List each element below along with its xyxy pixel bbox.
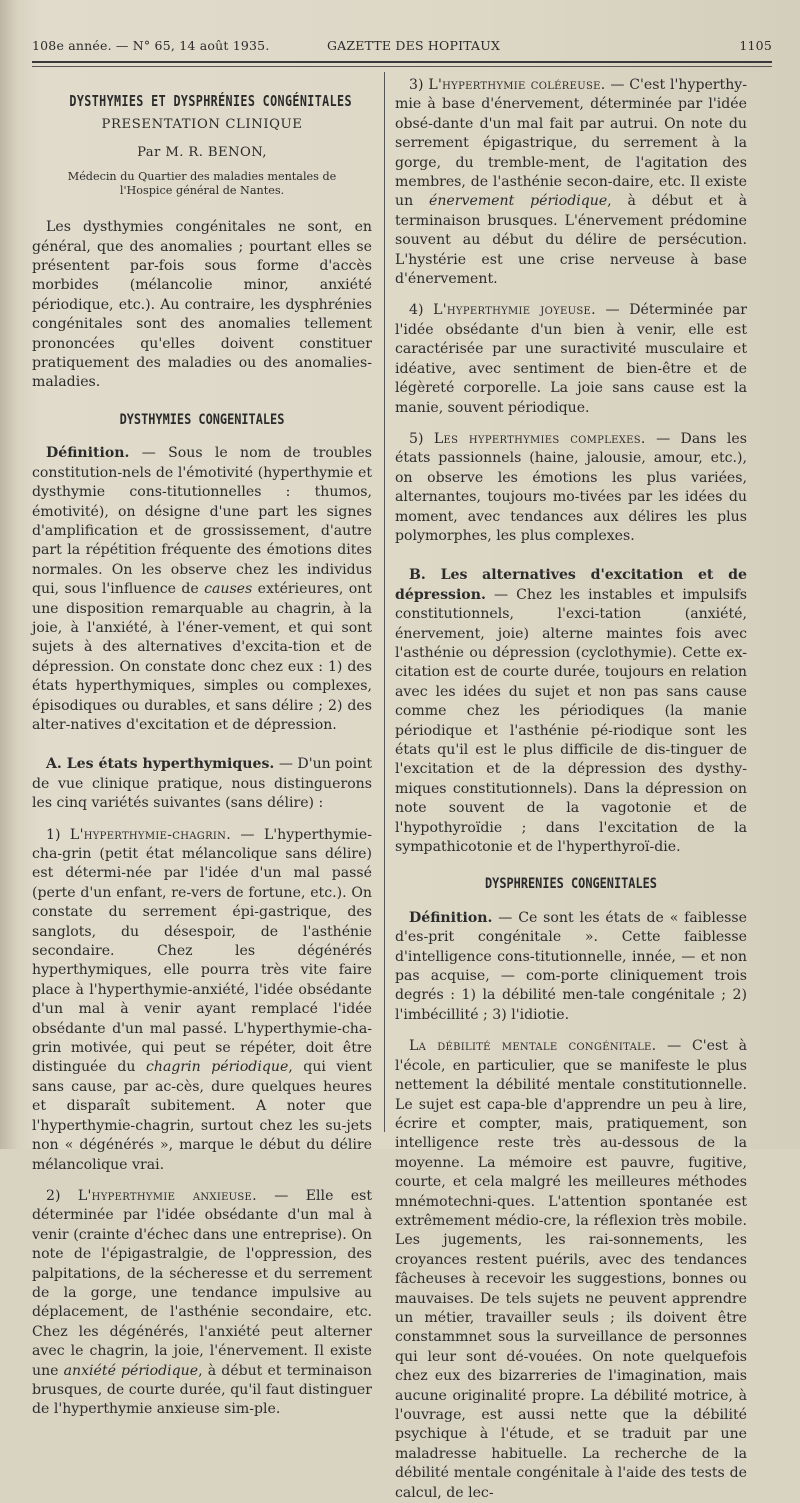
- section-heading-dysphrenies: DYSPHRENIES CONGENITALES: [485, 876, 657, 893]
- debilite-label: La débilité mentale congénitale.: [409, 1038, 657, 1055]
- section-a-label: A. Les états hyperthymiques.: [46, 756, 275, 773]
- item-5-paragraph: 5) Les hyperthymies complexes. — Dans les états passionnels (haine, jalousie, amour, etc.), on observe les émotions les plus variées, alternantes, toujours mo-tivées par les idées du moment, avec tendances aux délires les plus polymorphes, les plus complexes.: [395, 430, 747, 544]
- left-column: [32, 76, 372, 1420]
- debilite-paragraph: La débilité mentale congénitale. — C'est à l'école, en particulier, que se manifeste le plus nettement la débilité mentale constitutionnelle. Le sujet est capa-ble d'apprendre un peu à lire, écrire et compter, mais, pratiquement, son intelligence reste très au-dessous de la moyenne. La mémoire est pauvre, fugitive, courte, et cela malgré les meilleures méthodes mnémotechni-ques. L'attention spontanée est extrêmement médio-cre, la réflexion très mobile. Les jugements, les rai-sonnements, les croyances restent puérils, avec des tendances fâcheuses à recevoir les suggestions, bonnes ou mauvaises. De tels sujets ne peuvent apprendre un métier, travailler seuls ; ils doivent être constammnet sous la surveillance de personnes qui leur sont dé-vouées. On note quelquefois chez eux des bizarreries de l'imagination, mais aucune originalité propre. La débilité motrice, à l'ouvrage, est aussi nette que la débilité psychique à l'étude, et se traduit par une maladresse habituelle. La recherche de la débilité mentale congénitale à l'aide des tests de calcul, de lec-: [395, 1038, 747, 1501]
- item-2-paragraph: 2) L'hyperthymie anxieuse. — Elle est déterminée par l'idée obsédante d'un mal à venir (crainte d'échec dans une entreprise). On note de l'épigastralgie, de l'oppression, des palpitations, de la sécheresse et du serrement de la gorge, une tendance impulsive au déplacement, de l'asthénie secondaire, etc. Chez les dégénérés, l'anxiété peut alterner avec le chagrin, la joie, l'énervement. Il existe une anxiété périodique, à début et terminaison brusques, de courte durée, qu'il faut distinguer de l'hyperthymie anxieuse sim-ple.: [32, 1187, 373, 1418]
- article-subtitle: PRESENTATION CLINIQUE: [101, 117, 303, 133]
- intro-paragraph: Les dysthymies congénitales ne sont, en général, que des anomalies ; pourtant elles se présentent par-fois sous forme d'accès morbides (mélancolie minor, anxiété périodique, etc.). Au contraire, les dysphrénies congénitales sont des anomalies tellement prononcées qu'elles doivent constituer pratiquement des maladies ou des anomalies-maladies.: [32, 219, 372, 391]
- header-rule: [32, 61, 772, 63]
- item-3-paragraph: 3) L'hyperthymie coléreuse. — C'est l'hyperthy-mie à base d'énervement, déterminée par l'idée obsé-dante d'un mal fait par autrui. On note du serrement épigastrique, du serrement à la gorge, du tremble-ment, de l'agitation des membres, de l'asthénie secon-daire, etc. Il existe un énervement périodique, à début et à terminaison brusques. L'énervement prédomine souvent au début du délire de persécution. L'hystérie est une crise nerveuse à base d'énervement.: [395, 77, 748, 288]
- journal-name: GAZETTE DES HOPITAUX: [327, 38, 501, 53]
- item-5-label: Les hyperthymies complexes.: [433, 430, 646, 447]
- header-rule-thin: [32, 66, 772, 67]
- article-title: DYSTHYMIES ET DYSPHRÉNIES CONGÉNITALES: [69, 92, 352, 110]
- section-a-paragraph: A. Les états hyperthymiques. — D'un point de vue clinique pratique, nous distinguerons les cinq variétés suivantes (sans délire) :: [32, 756, 372, 812]
- right-column: [395, 76, 747, 1503]
- dysphrenies-definition: Définition. — Ce sont les états de « faiblesse d'es-prit congénitale ». Cette faiblesse d'intelligence cons-titutionnelle, innée, — et non pas acquise, — com-porte cliniquement trois degrés : 1) la débilité men-tale congénitale ; 2) l'imbécillité ; 3) l'idiotie.: [395, 909, 747, 1023]
- item-3-label: L'hyperthymie coléreuse.: [428, 77, 606, 93]
- running-header: [32, 38, 772, 58]
- item-2-label: L'hyperthymie anxieuse.: [77, 1187, 257, 1204]
- column-divider: [384, 72, 385, 1132]
- dysphrenies-definition-label: Définition.: [409, 909, 493, 926]
- dysthymies-definition: Définition. — Sous le nom de troubles constitution-nels de l'émotivité (hyperthymie et dysthymie cons-titutionnelles : thumos, émotivité), on désigne d'une part les signes d'amplification et de grossissement, d'autre part la répétition fréquente des émotions dites normales. On les observe chez les individus qui, sous l'influence de causes extérieures, ont une disposition remarquable au chagrin, à la joie, à l'anxiété, à l'éner-vement, et qui sont sujets à des alternatives d'excita-tion et de dépression. On constate donc chez eux : 1) des états hyperthymiques, simples ou complexes, épisodiques ou durables, et sans délire ; 2) des alter-natives d'excitation et de dépression.: [32, 445, 372, 733]
- section-b-paragraph: B. Les alternatives d'excitation et de dépression. — Chez les instables et impulsifs constitutionnels, l'exci-tation (anxiété, énervement, joie) alterne maintes fois avec l'asthénie ou dépression (cyclothymie). Cette ex-citation est de courte durée, toujours en relation avec les idées du sujet et non pas sans cause comme chez les périodiques (la manie périodique et l'asthénie pé-riodique sont les états qu'il est le plus difficile de dis-tinguer de l'excitation et de la dépression des dysthy-miques constitutionnels). Dans la dépression on note souvent de la vagotonie et de l'hypothyroïdie ; dans l'excitation de la sympathicotonie et de l'hyperthyroï-die.: [395, 567, 747, 856]
- section-b-label: B. Les alternatives d'excitation et de dépression.: [395, 567, 747, 603]
- page-number: 1105: [739, 38, 772, 53]
- item-4-label: L'hyperthymie joyeuse.: [433, 302, 596, 319]
- issue-info: 108e année. — N° 65, 14 août 1935.: [32, 38, 270, 53]
- item-4-paragraph: 4) L'hyperthymie joyeuse. — Déterminée par l'idée obsédante d'un bien à venir, elle est caractérisée par une suractivité musculaire et idéative, avec sentiment de bien-être et de légèreté corporelle. La joie sans cause est la manie, souvent périodique.: [395, 302, 747, 416]
- article-author: Par M. R. BENON,: [137, 144, 267, 160]
- section-heading-dysthymies: DYSTHYMIES CONGENITALES: [119, 411, 285, 428]
- item-1-paragraph: 1) L'hyperthymie-chagrin. — L'hyperthymie-cha-grin (petit état mélancolique sans délire) est détermi-née par l'idée d'un mal passé (perte d'un enfant, re-vers de fortune, etc.). On constate du serrement épi-gastrique, des sanglots, du désespoir, de l'asthénie secondaire. Chez les dégénérés hyperthymiques, elle pourra très vite faire place à l'hyperthymie-anxiété, l'idée obsédante d'un mal à venir ayant remplacé l'idée obsédante d'un mal passé. L'hyperthymie-cha-grin motivée, qui peut se répéter, doit être distinguée du chagrin périodique, qui vient sans cause, par ac-cès, dure quelques heures et disparaît subitement. A noter que l'hyperthymie-chagrin, surtout chez les su-jets non « dégénérés », marque le début du délire mélancolique vrai.: [32, 826, 372, 1173]
- author-affiliation: Médecin du Quartier des maladies mentales de l'Hospice général de Nantes.: [67, 170, 337, 198]
- item-1-label: L'hyperthymie-chagrin.: [69, 826, 231, 843]
- definition-label: Définition.: [46, 445, 130, 462]
